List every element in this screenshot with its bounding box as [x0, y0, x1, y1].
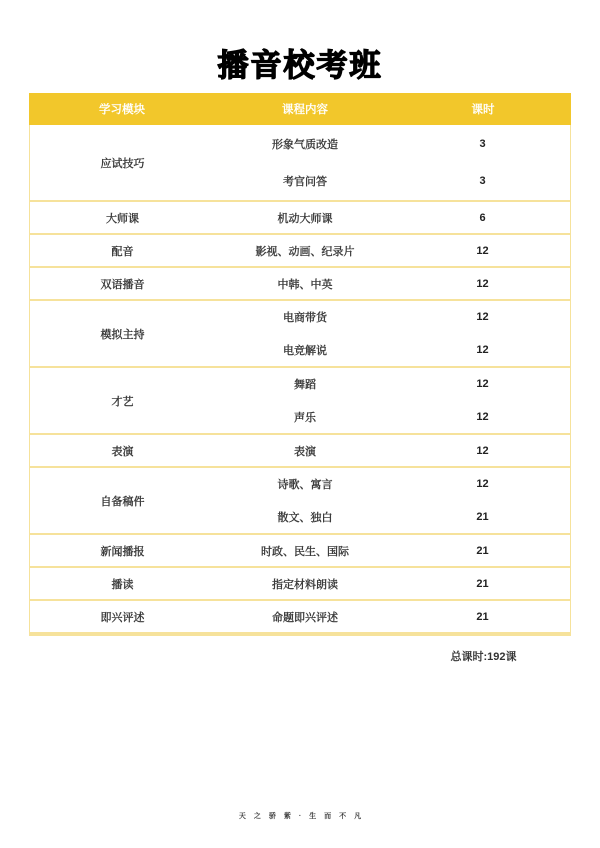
table-row [215, 601, 570, 632]
table-row [215, 435, 570, 466]
course-content-cell: 形象气质改造 [272, 138, 338, 151]
table-group [30, 235, 570, 268]
table-group [30, 368, 570, 435]
course-content-cell: 诗歌、寓言 [277, 479, 333, 492]
group-rows [215, 301, 570, 366]
table-group [30, 568, 570, 601]
group-rows [215, 268, 570, 299]
module-cell: 配音 [111, 245, 134, 258]
table-row [215, 334, 570, 367]
hours-cell: 12 [476, 378, 489, 391]
table-row [215, 202, 570, 233]
header-content-column: 课程内容 [282, 104, 328, 116]
hours-cell: 21 [476, 510, 489, 523]
hours-cell: 12 [476, 478, 489, 491]
module-cell: 即兴评述 [100, 611, 145, 624]
table-row [215, 501, 570, 534]
table-row [215, 125, 570, 163]
page-title: 播音校考班 [217, 48, 383, 83]
group-rows [215, 568, 570, 599]
table-row [215, 568, 570, 599]
course-content-cell: 指定材料朗读 [272, 578, 338, 591]
group-rows [215, 435, 570, 466]
course-content-cell: 中韩、中英 [277, 278, 333, 291]
table-group [30, 268, 570, 301]
table-group [30, 125, 570, 202]
course-content-cell: 电商带货 [283, 312, 327, 325]
group-rows [215, 468, 570, 533]
table-group [30, 468, 570, 535]
table-header-row [29, 93, 571, 125]
table-row [215, 535, 570, 566]
group-rows [215, 125, 570, 200]
header-hours-column: 课时 [471, 104, 495, 116]
course-content-cell: 散文、独白 [277, 511, 333, 524]
hours-cell: 12 [476, 311, 489, 324]
hours-cell: 3 [479, 175, 486, 188]
module-cell: 应试技巧 [100, 157, 145, 170]
table-group [30, 301, 570, 368]
module-cell: 播读 [111, 578, 134, 591]
header-module-column: 学习模块 [99, 104, 145, 116]
module-cell: 大师课 [106, 212, 139, 225]
total-hours-label: 总课时:192课 [450, 650, 517, 663]
course-content-cell: 时政、民生、国际 [261, 545, 349, 558]
course-content-cell: 电竞解说 [283, 344, 327, 357]
table-row [215, 268, 570, 299]
hours-cell: 12 [476, 277, 489, 290]
hours-cell: 6 [479, 211, 486, 224]
table-group [30, 535, 570, 568]
group-rows [215, 235, 570, 266]
course-content-cell: 声乐 [294, 411, 316, 424]
hours-cell: 12 [476, 343, 489, 356]
hours-cell: 21 [476, 577, 489, 590]
hours-cell: 3 [479, 137, 486, 150]
table-group [30, 601, 570, 634]
table-row [215, 235, 570, 266]
table-row [215, 468, 570, 501]
module-cell: 新闻播报 [100, 545, 145, 558]
module-cell: 模拟主持 [100, 328, 145, 341]
course-content-cell: 考官问答 [283, 176, 327, 189]
course-table [29, 93, 571, 675]
module-cell: 双语播音 [100, 278, 145, 291]
module-cell: 才艺 [111, 395, 134, 408]
table-group [30, 202, 570, 235]
group-rows [215, 535, 570, 566]
course-content-cell: 影视、动画、纪录片 [255, 245, 355, 258]
group-rows [215, 368, 570, 433]
table-group [30, 435, 570, 468]
course-content-cell: 机动大师课 [277, 212, 333, 225]
table-body [29, 125, 571, 636]
table-row [215, 368, 570, 401]
course-content-cell: 表演 [294, 445, 316, 458]
course-content-cell: 舞蹈 [294, 379, 316, 392]
table-row [215, 401, 570, 434]
hours-cell: 21 [476, 544, 489, 557]
module-cell: 表演 [111, 445, 134, 458]
group-rows [215, 202, 570, 233]
hours-cell: 12 [476, 410, 489, 423]
table-row [215, 163, 570, 201]
hours-cell: 21 [476, 610, 489, 623]
total-row [29, 636, 571, 675]
hours-cell: 12 [476, 444, 489, 457]
course-content-cell: 命题即兴评述 [272, 611, 338, 624]
footer-slogan: 天之骄紫·生而不凡 [238, 813, 370, 820]
hours-cell: 12 [476, 244, 489, 257]
table-row [215, 301, 570, 334]
group-rows [215, 601, 570, 632]
module-cell: 自备稿件 [100, 495, 145, 508]
